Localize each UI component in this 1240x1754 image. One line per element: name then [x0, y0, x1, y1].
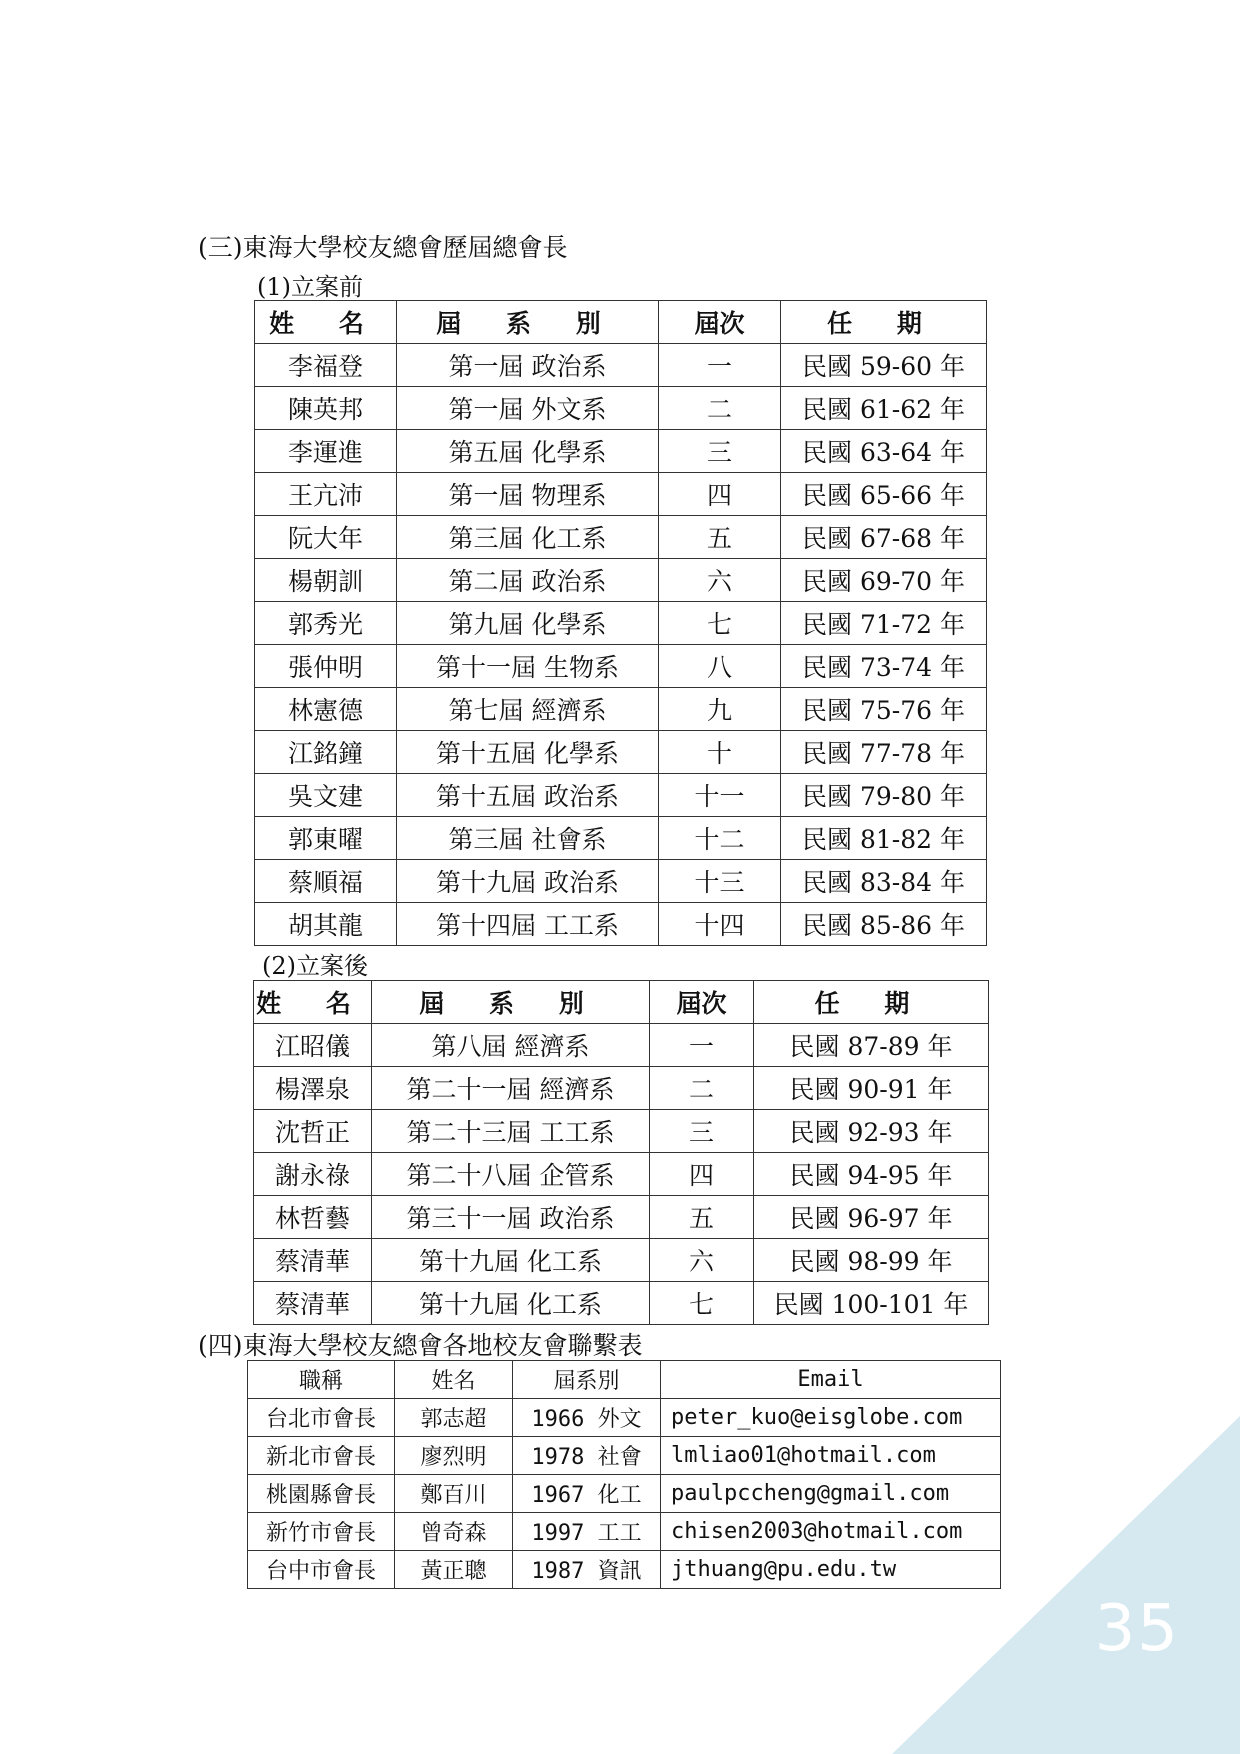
header-email: Email — [661, 1361, 1001, 1399]
position-cell: 新北市會長 — [248, 1437, 395, 1475]
class-dept-cell: 第十九屆 化工系 — [372, 1282, 650, 1325]
class-dept-cell: 第十五屆 政治系 — [397, 774, 659, 817]
header-class-dept: 屆 系 別 — [397, 301, 659, 344]
tenure-cell: 民國 92-93 年 — [754, 1110, 989, 1153]
tenure-cell: 民國 59-60 年 — [781, 344, 987, 387]
table-row — [255, 731, 987, 774]
name-cell: 陳英邦 — [255, 387, 397, 430]
table-row — [254, 1024, 989, 1067]
table-row — [248, 1551, 1001, 1589]
name-cell: 吳文建 — [255, 774, 397, 817]
table-row — [248, 1475, 1001, 1513]
name-cell: 謝永祿 — [254, 1153, 372, 1196]
tenure-cell: 民國 90-91 年 — [754, 1067, 989, 1110]
name-cell: 蔡順福 — [255, 860, 397, 903]
tenure-cell: 民國 96-97 年 — [754, 1196, 989, 1239]
header-tenure: 任 期 — [781, 301, 987, 344]
name-cell: 李福登 — [255, 344, 397, 387]
header-name: 姓名 — [395, 1361, 513, 1399]
email-cell[interactable]: lmliao01@hotmail.com — [661, 1437, 1001, 1475]
header-class-dept: 屆系別 — [513, 1361, 661, 1399]
class-dept-cell: 第七屆 經濟系 — [397, 688, 659, 731]
name-cell: 郭東曜 — [255, 817, 397, 860]
name-cell: 沈哲正 — [254, 1110, 372, 1153]
table-row — [254, 1239, 989, 1282]
after-subtitle: (2)立案後 — [262, 952, 368, 980]
name-cell: 廖烈明 — [395, 1437, 513, 1475]
tenure-cell: 民國 98-99 年 — [754, 1239, 989, 1282]
position-cell: 桃園縣會長 — [248, 1475, 395, 1513]
tenure-cell: 民國 69-70 年 — [781, 559, 987, 602]
class-dept-cell: 第五屆 化學系 — [397, 430, 659, 473]
term-no-cell: 七 — [659, 602, 781, 645]
presidents-before-table — [254, 300, 987, 946]
table-row — [255, 430, 987, 473]
class-dept-cell: 第二十一屆 經濟系 — [372, 1067, 650, 1110]
table-row — [255, 645, 987, 688]
email-cell[interactable]: paulpccheng@gmail.com — [661, 1475, 1001, 1513]
term-no-cell: 四 — [650, 1153, 754, 1196]
name-cell: 郭志超 — [395, 1399, 513, 1437]
term-no-cell: 一 — [659, 344, 781, 387]
header-name: 姓 名 — [255, 301, 397, 344]
section3-title: (三)東海大學校友總會歷屆總會長 — [198, 233, 568, 262]
tenure-cell: 民國 63-64 年 — [781, 430, 987, 473]
name-cell: 曾奇森 — [395, 1513, 513, 1551]
email-cell[interactable]: peter_kuo@eisglobe.com — [661, 1399, 1001, 1437]
table-row — [255, 602, 987, 645]
table-row — [254, 1153, 989, 1196]
class-dept-cell: 1997 工工 — [513, 1513, 661, 1551]
class-dept-cell: 第二十三屆 工工系 — [372, 1110, 650, 1153]
table-row — [255, 817, 987, 860]
header-class-dept: 屆 系 別 — [372, 981, 650, 1024]
header-term-no: 屆次 — [650, 981, 754, 1024]
table-row — [255, 860, 987, 903]
tenure-cell: 民國 87-89 年 — [754, 1024, 989, 1067]
table-row — [254, 1282, 989, 1325]
class-dept-cell: 第一屆 物理系 — [397, 473, 659, 516]
class-dept-cell: 第八屆 經濟系 — [372, 1024, 650, 1067]
section4-title: (四)東海大學校友總會各地校友會聯繫表 — [198, 1331, 643, 1360]
name-cell: 楊澤泉 — [254, 1067, 372, 1110]
table-row — [248, 1399, 1001, 1437]
tenure-cell: 民國 75-76 年 — [781, 688, 987, 731]
tenure-cell: 民國 65-66 年 — [781, 473, 987, 516]
term-no-cell: 十四 — [659, 903, 781, 946]
tenure-cell: 民國 67-68 年 — [781, 516, 987, 559]
term-no-cell: 六 — [659, 559, 781, 602]
class-dept-cell: 第二屆 政治系 — [397, 559, 659, 602]
term-no-cell: 十一 — [659, 774, 781, 817]
name-cell: 江銘鐘 — [255, 731, 397, 774]
class-dept-cell: 第三十一屆 政治系 — [372, 1196, 650, 1239]
header-tenure: 任 期 — [754, 981, 989, 1024]
term-no-cell: 六 — [650, 1239, 754, 1282]
class-dept-cell: 第十九屆 政治系 — [397, 860, 659, 903]
class-dept-cell: 第十一屆 生物系 — [397, 645, 659, 688]
class-dept-cell: 第九屆 化學系 — [397, 602, 659, 645]
position-cell: 台北市會長 — [248, 1399, 395, 1437]
before-subtitle: (1)立案前 — [257, 273, 363, 301]
term-no-cell: 二 — [650, 1067, 754, 1110]
header-position: 職稱 — [248, 1361, 395, 1399]
table-row — [255, 559, 987, 602]
tenure-cell: 民國 71-72 年 — [781, 602, 987, 645]
table-row — [255, 473, 987, 516]
table-row — [248, 1513, 1001, 1551]
term-no-cell: 三 — [659, 430, 781, 473]
term-no-cell: 五 — [650, 1196, 754, 1239]
class-dept-cell: 第三屆 社會系 — [397, 817, 659, 860]
email-cell[interactable]: jthuang@pu.edu.tw — [661, 1551, 1001, 1589]
class-dept-cell: 第一屆 政治系 — [397, 344, 659, 387]
term-no-cell: 五 — [659, 516, 781, 559]
class-dept-cell: 第十五屆 化學系 — [397, 731, 659, 774]
name-cell: 蔡清華 — [254, 1239, 372, 1282]
table-row — [255, 774, 987, 817]
tenure-cell: 民國 94-95 年 — [754, 1153, 989, 1196]
class-dept-cell: 1987 資訊 — [513, 1551, 661, 1589]
tenure-cell: 民國 77-78 年 — [781, 731, 987, 774]
table-header-row — [248, 1361, 1001, 1399]
position-cell: 台中市會長 — [248, 1551, 395, 1589]
class-dept-cell: 第二十八屆 企管系 — [372, 1153, 650, 1196]
class-dept-cell: 第一屆 外文系 — [397, 387, 659, 430]
term-no-cell: 一 — [650, 1024, 754, 1067]
header-name: 姓 名 — [254, 981, 372, 1024]
class-dept-cell: 第三屆 化工系 — [397, 516, 659, 559]
name-cell: 張仲明 — [255, 645, 397, 688]
presidents-after-table — [253, 980, 989, 1325]
name-cell: 江昭儀 — [254, 1024, 372, 1067]
email-cell[interactable]: chisen2003@hotmail.com — [661, 1513, 1001, 1551]
table-header-row — [254, 981, 989, 1024]
name-cell: 阮大年 — [255, 516, 397, 559]
table-row — [254, 1196, 989, 1239]
table-row — [255, 344, 987, 387]
name-cell: 鄭百川 — [395, 1475, 513, 1513]
table-row — [255, 516, 987, 559]
term-no-cell: 三 — [650, 1110, 754, 1153]
header-term-no: 屆次 — [659, 301, 781, 344]
term-no-cell: 十 — [659, 731, 781, 774]
name-cell: 李運進 — [255, 430, 397, 473]
tenure-cell: 民國 81-82 年 — [781, 817, 987, 860]
page-number: 35 — [1094, 1592, 1180, 1666]
class-dept-cell: 1966 外文 — [513, 1399, 661, 1437]
table-row — [255, 387, 987, 430]
class-dept-cell: 第十九屆 化工系 — [372, 1239, 650, 1282]
tenure-cell: 民國 73-74 年 — [781, 645, 987, 688]
term-no-cell: 十二 — [659, 817, 781, 860]
name-cell: 胡其龍 — [255, 903, 397, 946]
table-header-row — [255, 301, 987, 344]
tenure-cell: 民國 85-86 年 — [781, 903, 987, 946]
class-dept-cell: 1967 化工 — [513, 1475, 661, 1513]
table-row — [248, 1437, 1001, 1475]
table-row — [254, 1110, 989, 1153]
tenure-cell: 民國 83-84 年 — [781, 860, 987, 903]
table-row — [255, 688, 987, 731]
name-cell: 郭秀光 — [255, 602, 397, 645]
name-cell: 黃正聰 — [395, 1551, 513, 1589]
term-no-cell: 九 — [659, 688, 781, 731]
term-no-cell: 八 — [659, 645, 781, 688]
name-cell: 王亢沛 — [255, 473, 397, 516]
name-cell: 楊朝訓 — [255, 559, 397, 602]
alumni-contact-table — [247, 1360, 1001, 1589]
position-cell: 新竹市會長 — [248, 1513, 395, 1551]
term-no-cell: 七 — [650, 1282, 754, 1325]
tenure-cell: 民國 61-62 年 — [781, 387, 987, 430]
tenure-cell: 民國 100-101 年 — [754, 1282, 989, 1325]
class-dept-cell: 1978 社會 — [513, 1437, 661, 1475]
term-no-cell: 十三 — [659, 860, 781, 903]
name-cell: 蔡清華 — [254, 1282, 372, 1325]
term-no-cell: 四 — [659, 473, 781, 516]
table-row — [255, 903, 987, 946]
name-cell: 林憲德 — [255, 688, 397, 731]
term-no-cell: 二 — [659, 387, 781, 430]
tenure-cell: 民國 79-80 年 — [781, 774, 987, 817]
class-dept-cell: 第十四屆 工工系 — [397, 903, 659, 946]
name-cell: 林哲藝 — [254, 1196, 372, 1239]
table-row — [254, 1067, 989, 1110]
